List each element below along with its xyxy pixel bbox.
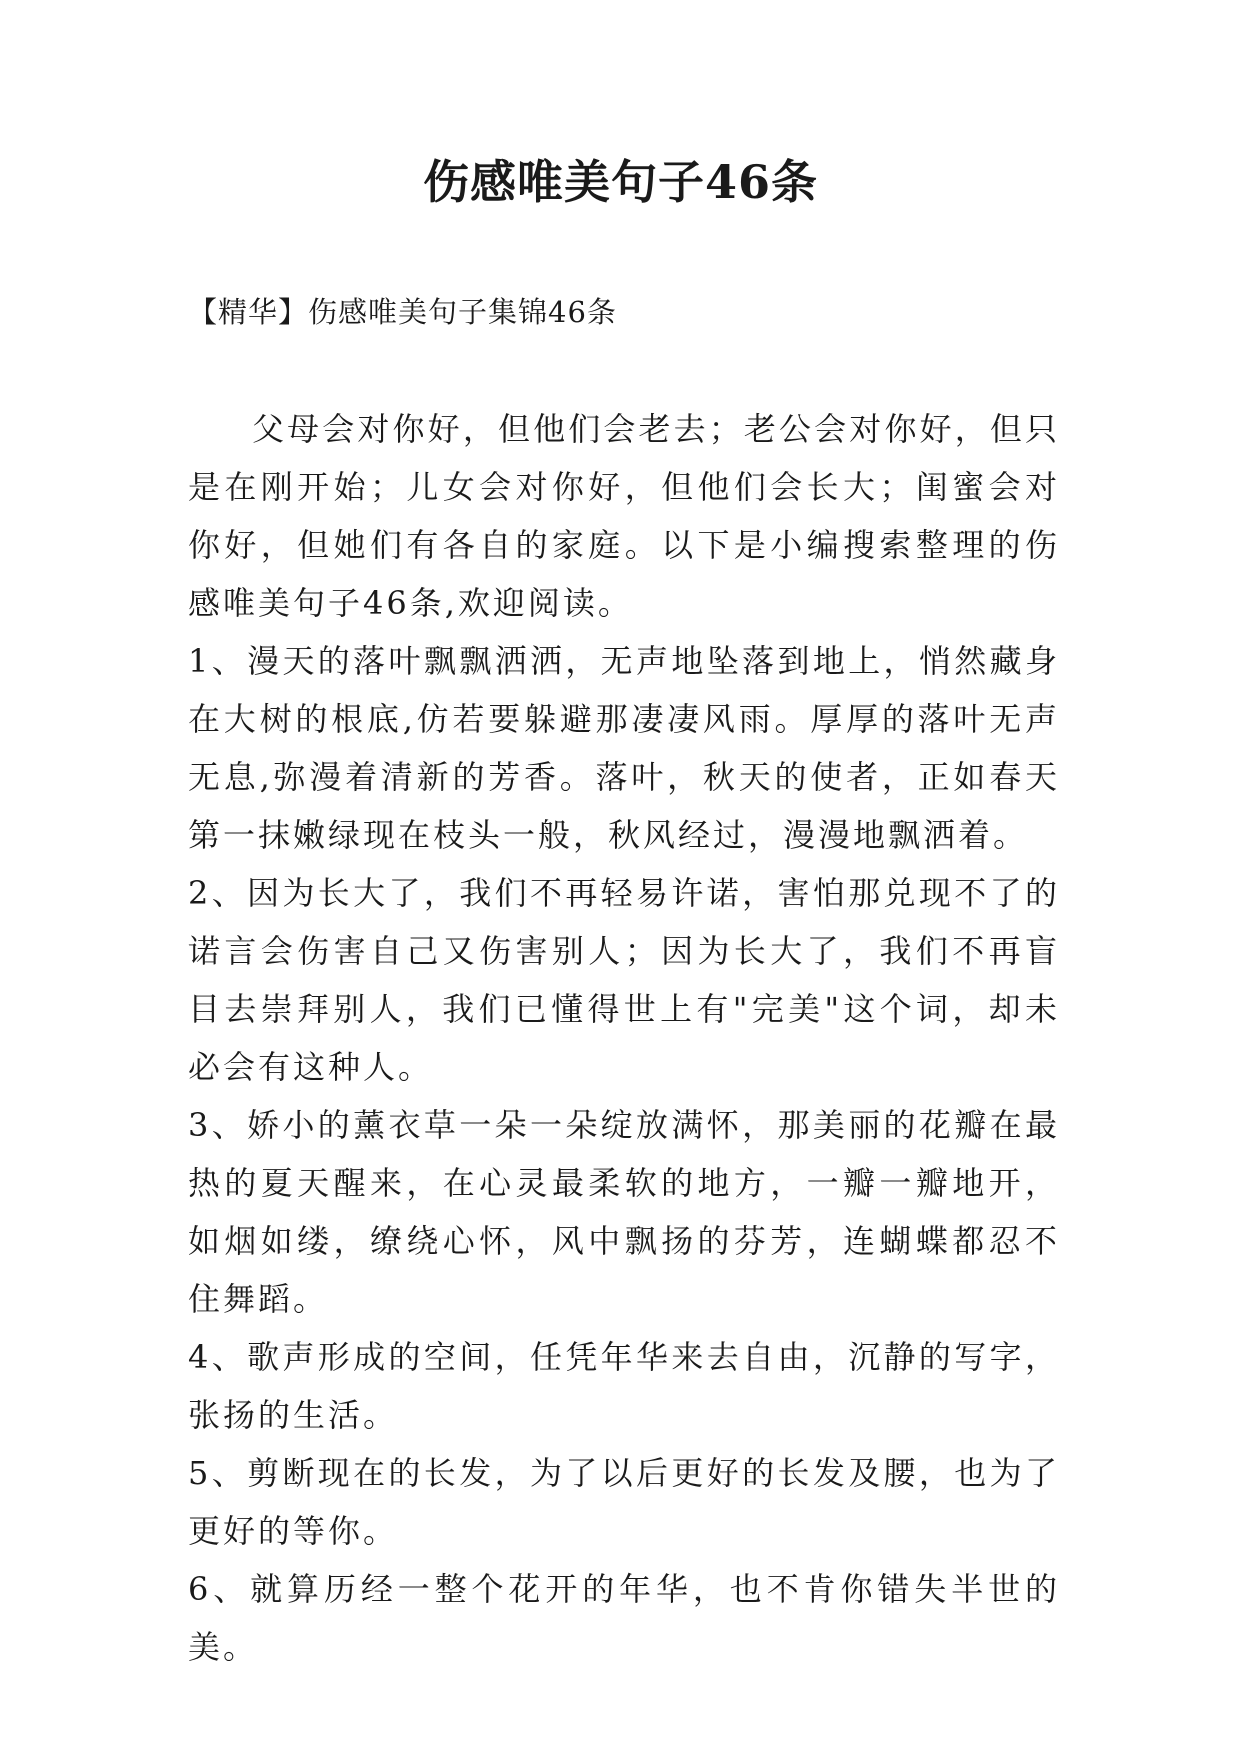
list-item: 3、娇小的薰衣草一朵一朵绽放满怀，那美丽的花瓣在最热的夏天醒来，在心灵最柔软的地方，一瓣一瓣地开，如烟如缕，缭绕心怀，风中飘扬的芬芳，连蝴蝶都忍不住舞蹈。 bbox=[188, 1106, 1060, 1318]
document-body bbox=[188, 400, 1060, 1676]
list-item: 2、因为长大了，我们不再轻易许诺，害怕那兑现不了的诺言会伤害自己又伤害别人；因为长大了，我们不再盲目去崇拜别人，我们已懂得世上有"完美"这个词，却未必会有这种人。 bbox=[188, 874, 1060, 1086]
document-title: 伤感唯美句子46条 bbox=[422, 155, 818, 209]
list-item: 1、漫天的落叶飘飘洒洒，无声地坠落到地上，悄然藏身在大树的根底,仿若要躲避那凄凄风雨。厚厚的落叶无声无息,弥漫着清新的芳香。落叶，秋天的使者，正如春天第一抹嫩绿现在枝头一般，秋风经过，漫漫地飘洒着。 bbox=[188, 642, 1060, 854]
list-item: 4、歌声形成的空间，任凭年华来去自由，沉静的写字，张扬的生活。 bbox=[188, 1338, 1060, 1434]
document-subtitle: 【精华】伤感唯美句子集锦46条 bbox=[188, 295, 617, 329]
list-item: 6、就算历经一整个花开的年华，也不肯你错失半世的美。 bbox=[188, 1570, 1060, 1666]
intro-paragraph: 父母会对你好，但他们会老去；老公会对你好，但只是在刚开始；儿女会对你好，但他们会长大；闺蜜会对你好，但她们有各自的家庭。以下是小编搜索整理的伤感唯美句子46条,欢迎阅读。 bbox=[188, 410, 1060, 622]
list-item: 5、剪断现在的长发，为了以后更好的长发及腰，也为了更好的等你。 bbox=[188, 1454, 1060, 1550]
